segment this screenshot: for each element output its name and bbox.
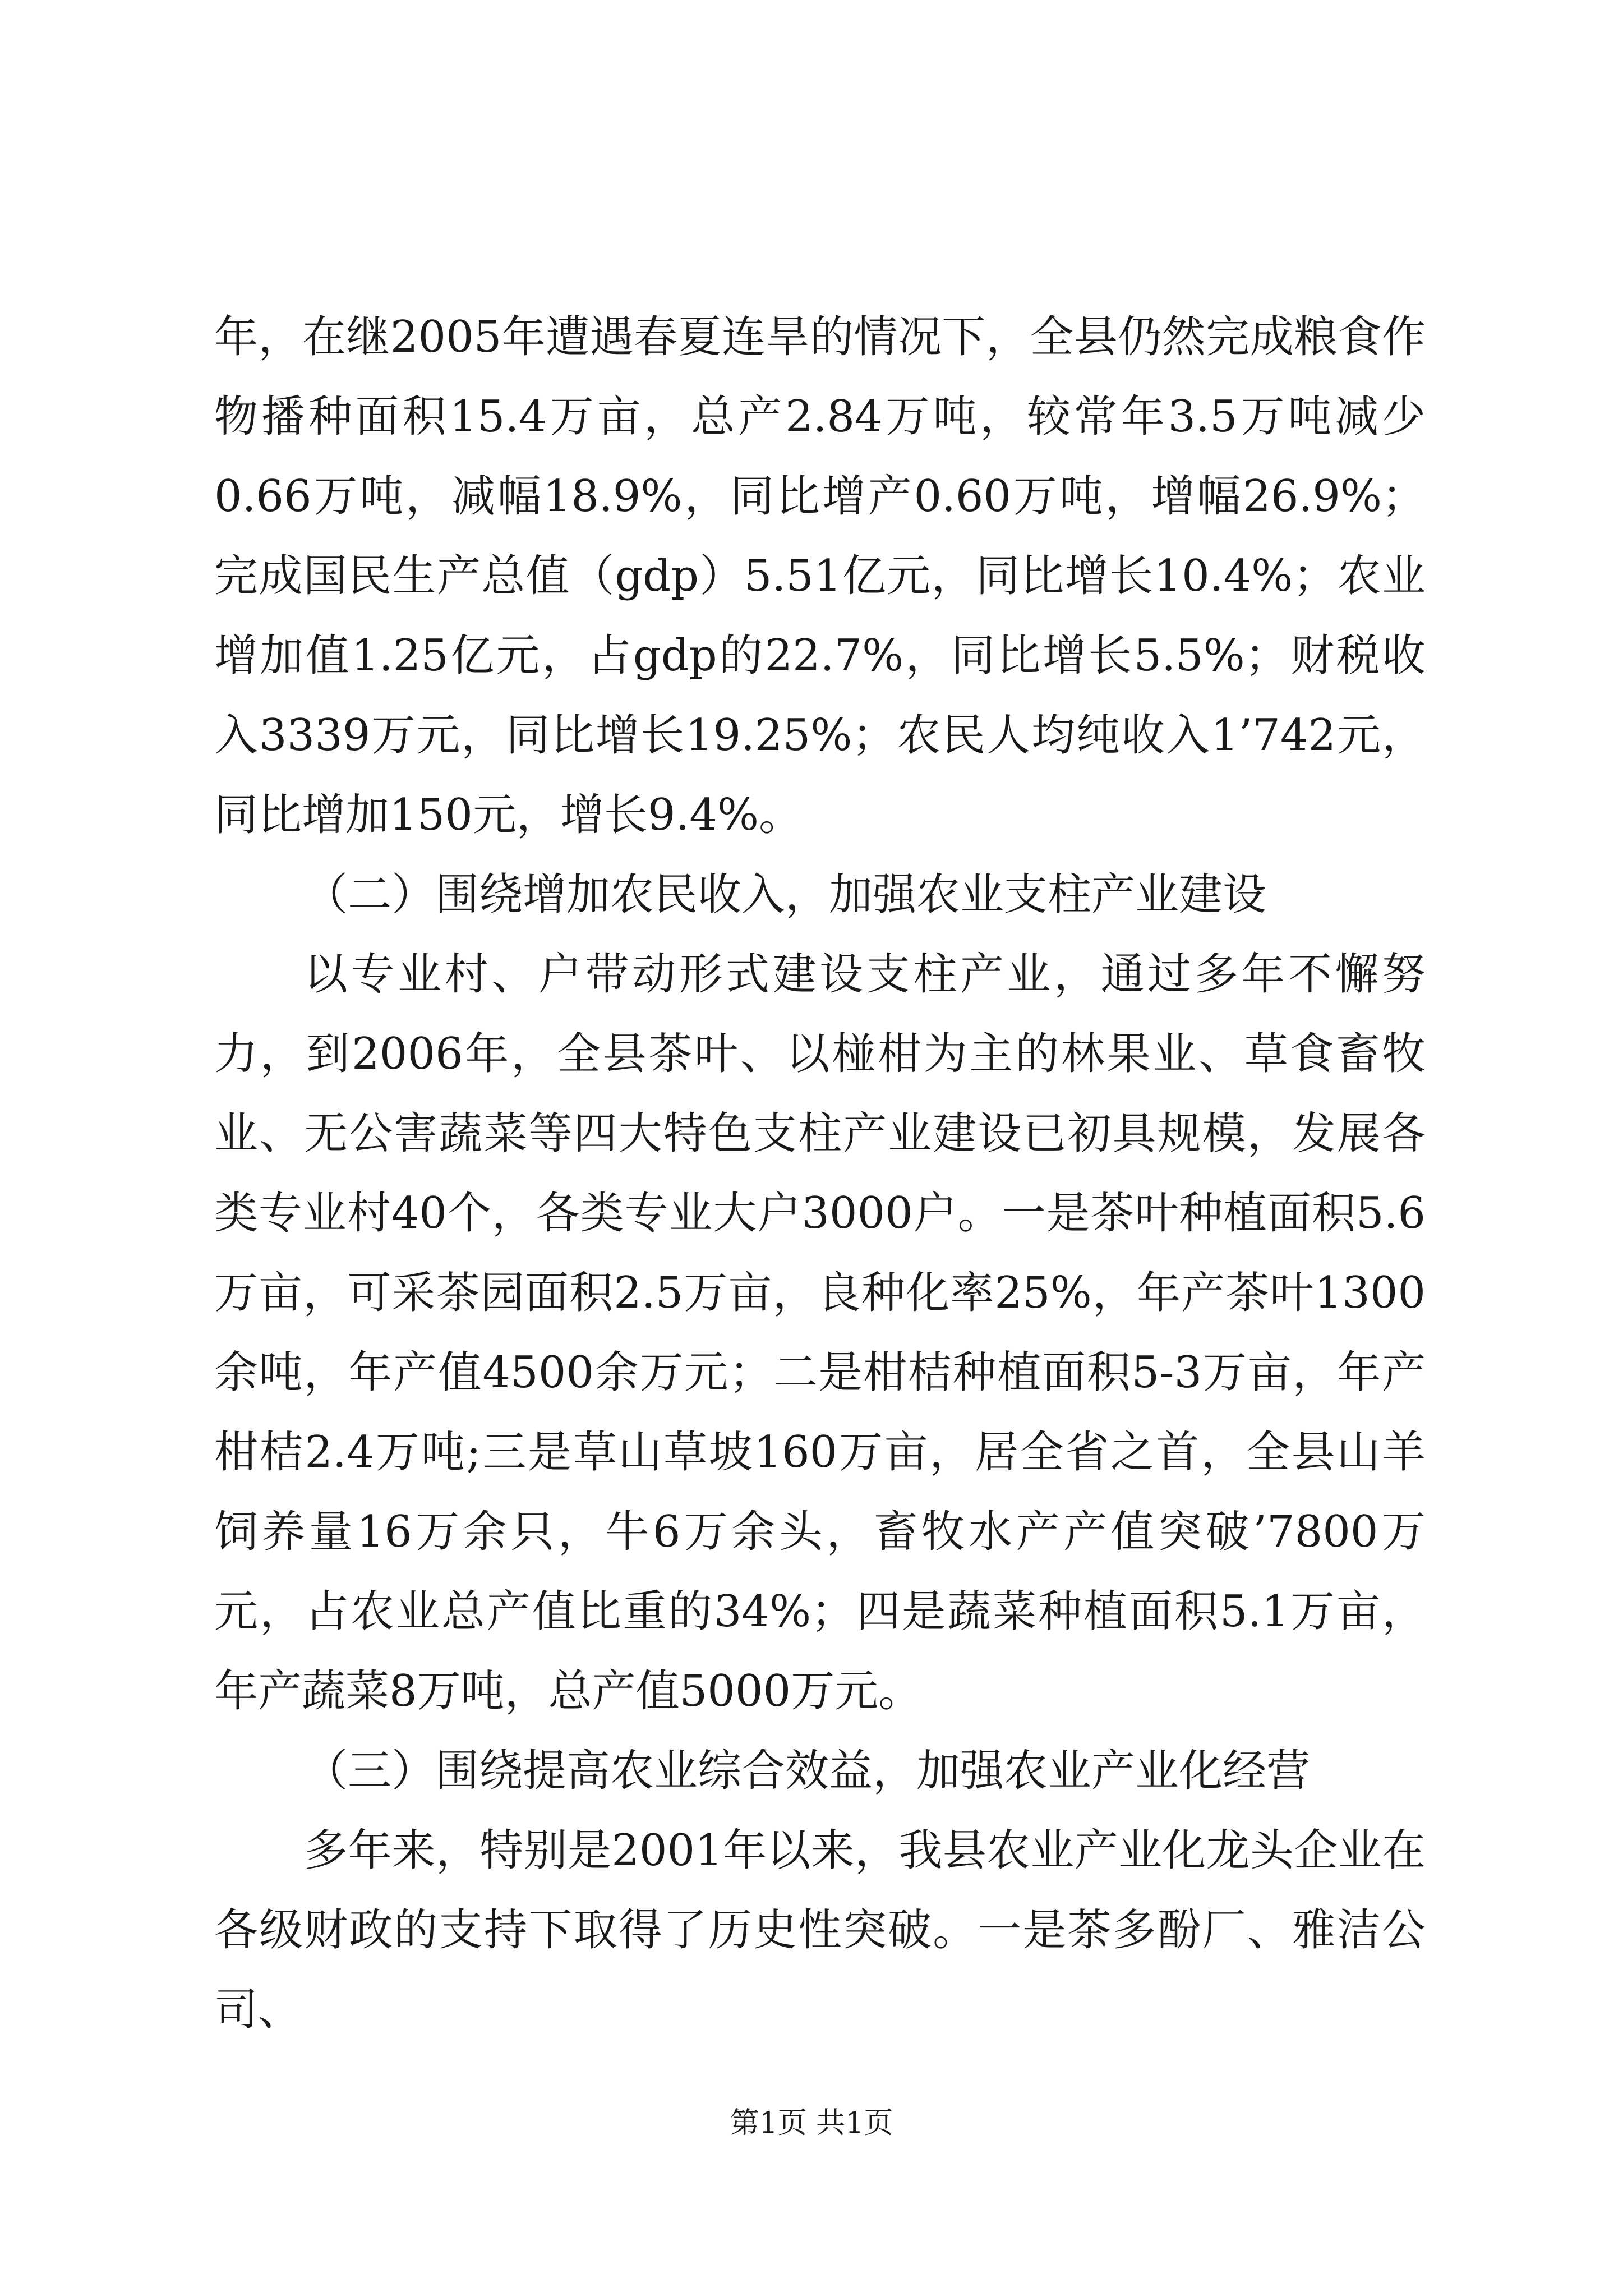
paragraph-grain-economy: 年，在继2005年遭遇春夏连旱的情况下，全县仍然完成粮食作物播种面积15.4万亩，总产2.84万吨，较常年3.5万吨减少0.66万吨，减幅18.9%，同比增产0.60万吨，增幅26.9%；完成国民生产总值（gdp）5.51亿元，同比增长10.4%；农业增加值1.25亿元，占gdp的22.7%，同比增长5.5%；财税收入3339万元，同比增长19.25%；农民人均纯收入1’742元，同比增加150元，增长9.4%。 — [214, 312, 1426, 840]
page-footer: 第1页 共1页 — [730, 2106, 893, 2140]
paragraph-industrialization: 多年来，特别是2001年以来，我县农业产业化龙头企业在各级财政的支持下取得了历史性突破。一是茶多酚厂、雅洁公司、 — [214, 1825, 1426, 2035]
paragraph-pillar-industries: 以专业村、户带动形式建设支柱产业，通过多年不懈努力，到2006年，全县茶叶、以椪柑为主的林果业、草食畜牧业、无公害蔬菜等四大特色支柱产业建设已初具规模，发展各类专业村40个，各类专业大户3000户。一是茶叶种植面积5.6万亩，可采茶园面积2.5万亩，良种化率25%，年产茶叶1300余吨，年产值4500余万元；二是柑桔种植面积5-3万亩，年产柑桔2.4万吨;三是草山草坡160万亩，居全省之首，全县山羊饲养量16万余只，牛6万余头，畜牧水产产值突破’7800万元，占农业总产值比重的34%；四是蔬菜种植面积5.1万亩，年产蔬菜8万吨，总产值5000万元。 — [214, 949, 1426, 1717]
section-heading-three: （三）围绕提高农业综合效益，加强农业产业化经营 — [304, 1746, 1311, 1796]
document-body — [214, 297, 1426, 2050]
section-heading-two: （二）围绕增加农民收入，加强农业支柱产业建设 — [304, 869, 1267, 920]
